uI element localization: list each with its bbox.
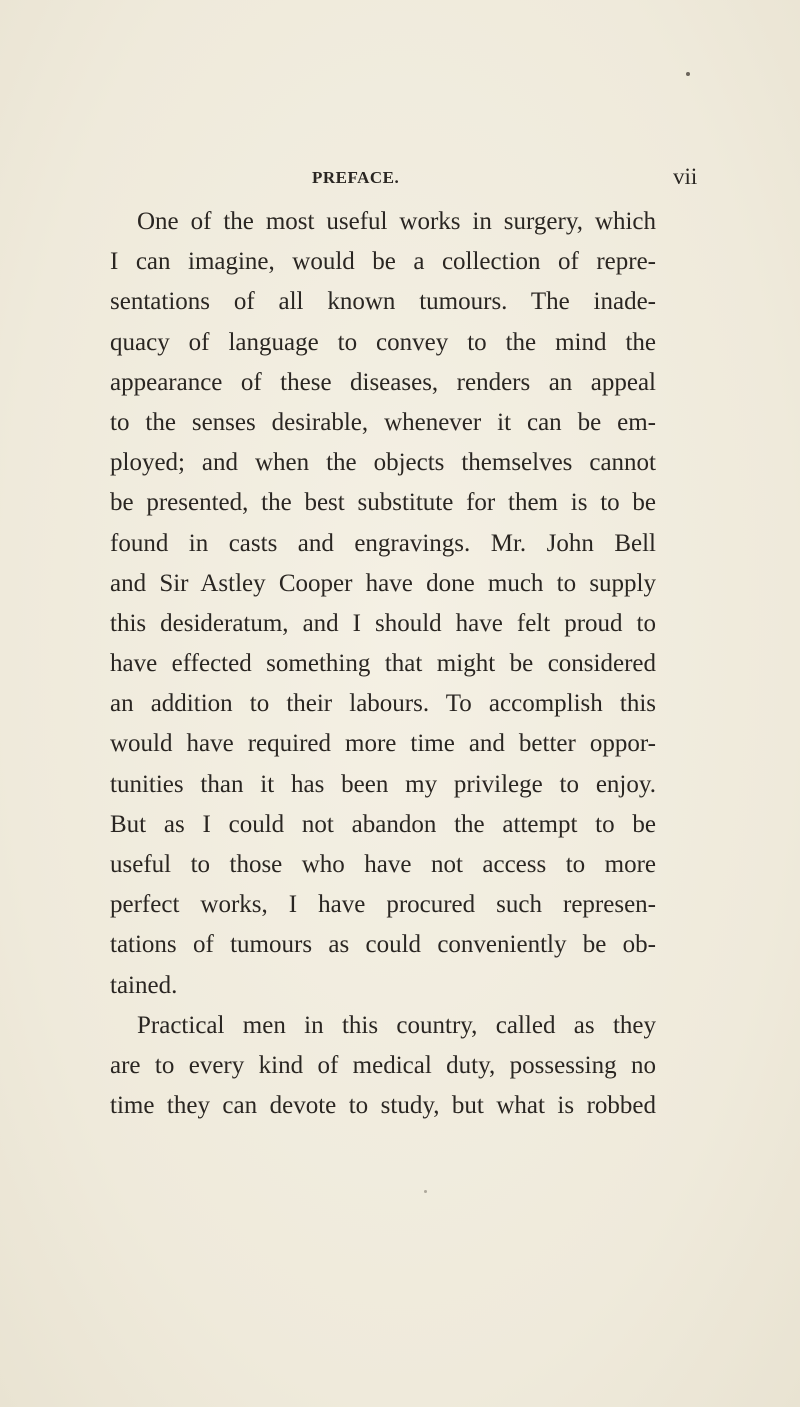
text-line: time they can devote to study, but what is robbed (110, 1092, 656, 1120)
text-line: Practical men in this country, called as they (137, 1011, 656, 1039)
text-line: be presented, the best substitute for them is to be (110, 489, 656, 517)
text-line: have effected something that might be considered (110, 650, 656, 678)
body-text (110, 202, 656, 1126)
page-number: vii (673, 164, 698, 189)
text-line: ployed; and when the objects themselves cannot (110, 449, 656, 477)
running-head: PREFACE. (312, 168, 400, 187)
text-line: tained. (110, 971, 178, 999)
ink-speck (686, 72, 690, 76)
text-line: to the senses desirable, whenever it can be em- (110, 408, 656, 436)
text-line: But as I could not abandon the attempt to be (110, 810, 656, 838)
text-line: tations of tumours as could conveniently be ob- (110, 931, 656, 959)
text-line: an addition to their labours. To accomplish this (110, 690, 656, 718)
text-line: found in casts and engravings. Mr. John Bell (110, 529, 656, 557)
ink-speck (424, 1190, 427, 1193)
text-line: perfect works, I have procured such represen- (110, 891, 656, 919)
text-line: sentations of all known tumours. The inade- (110, 288, 656, 316)
page-header (0, 164, 800, 198)
text-line: I can imagine, would be a collection of repre- (110, 248, 656, 276)
text-line: are to every kind of medical duty, possessing no (110, 1051, 656, 1079)
text-line: would have required more time and better oppor- (110, 730, 656, 758)
text-line: appearance of these diseases, renders an appeal (110, 368, 656, 396)
text-line: tunities than it has been my privilege to enjoy. (110, 770, 656, 798)
text-line: and Sir Astley Cooper have done much to supply (110, 569, 656, 597)
text-line: useful to those who have not access to more (110, 851, 656, 878)
text-line: quacy of language to convey to the mind the (110, 328, 656, 356)
text-line: One of the most useful works in surgery, which (137, 208, 656, 235)
text-line: this desideratum, and I should have felt proud to (110, 609, 656, 637)
